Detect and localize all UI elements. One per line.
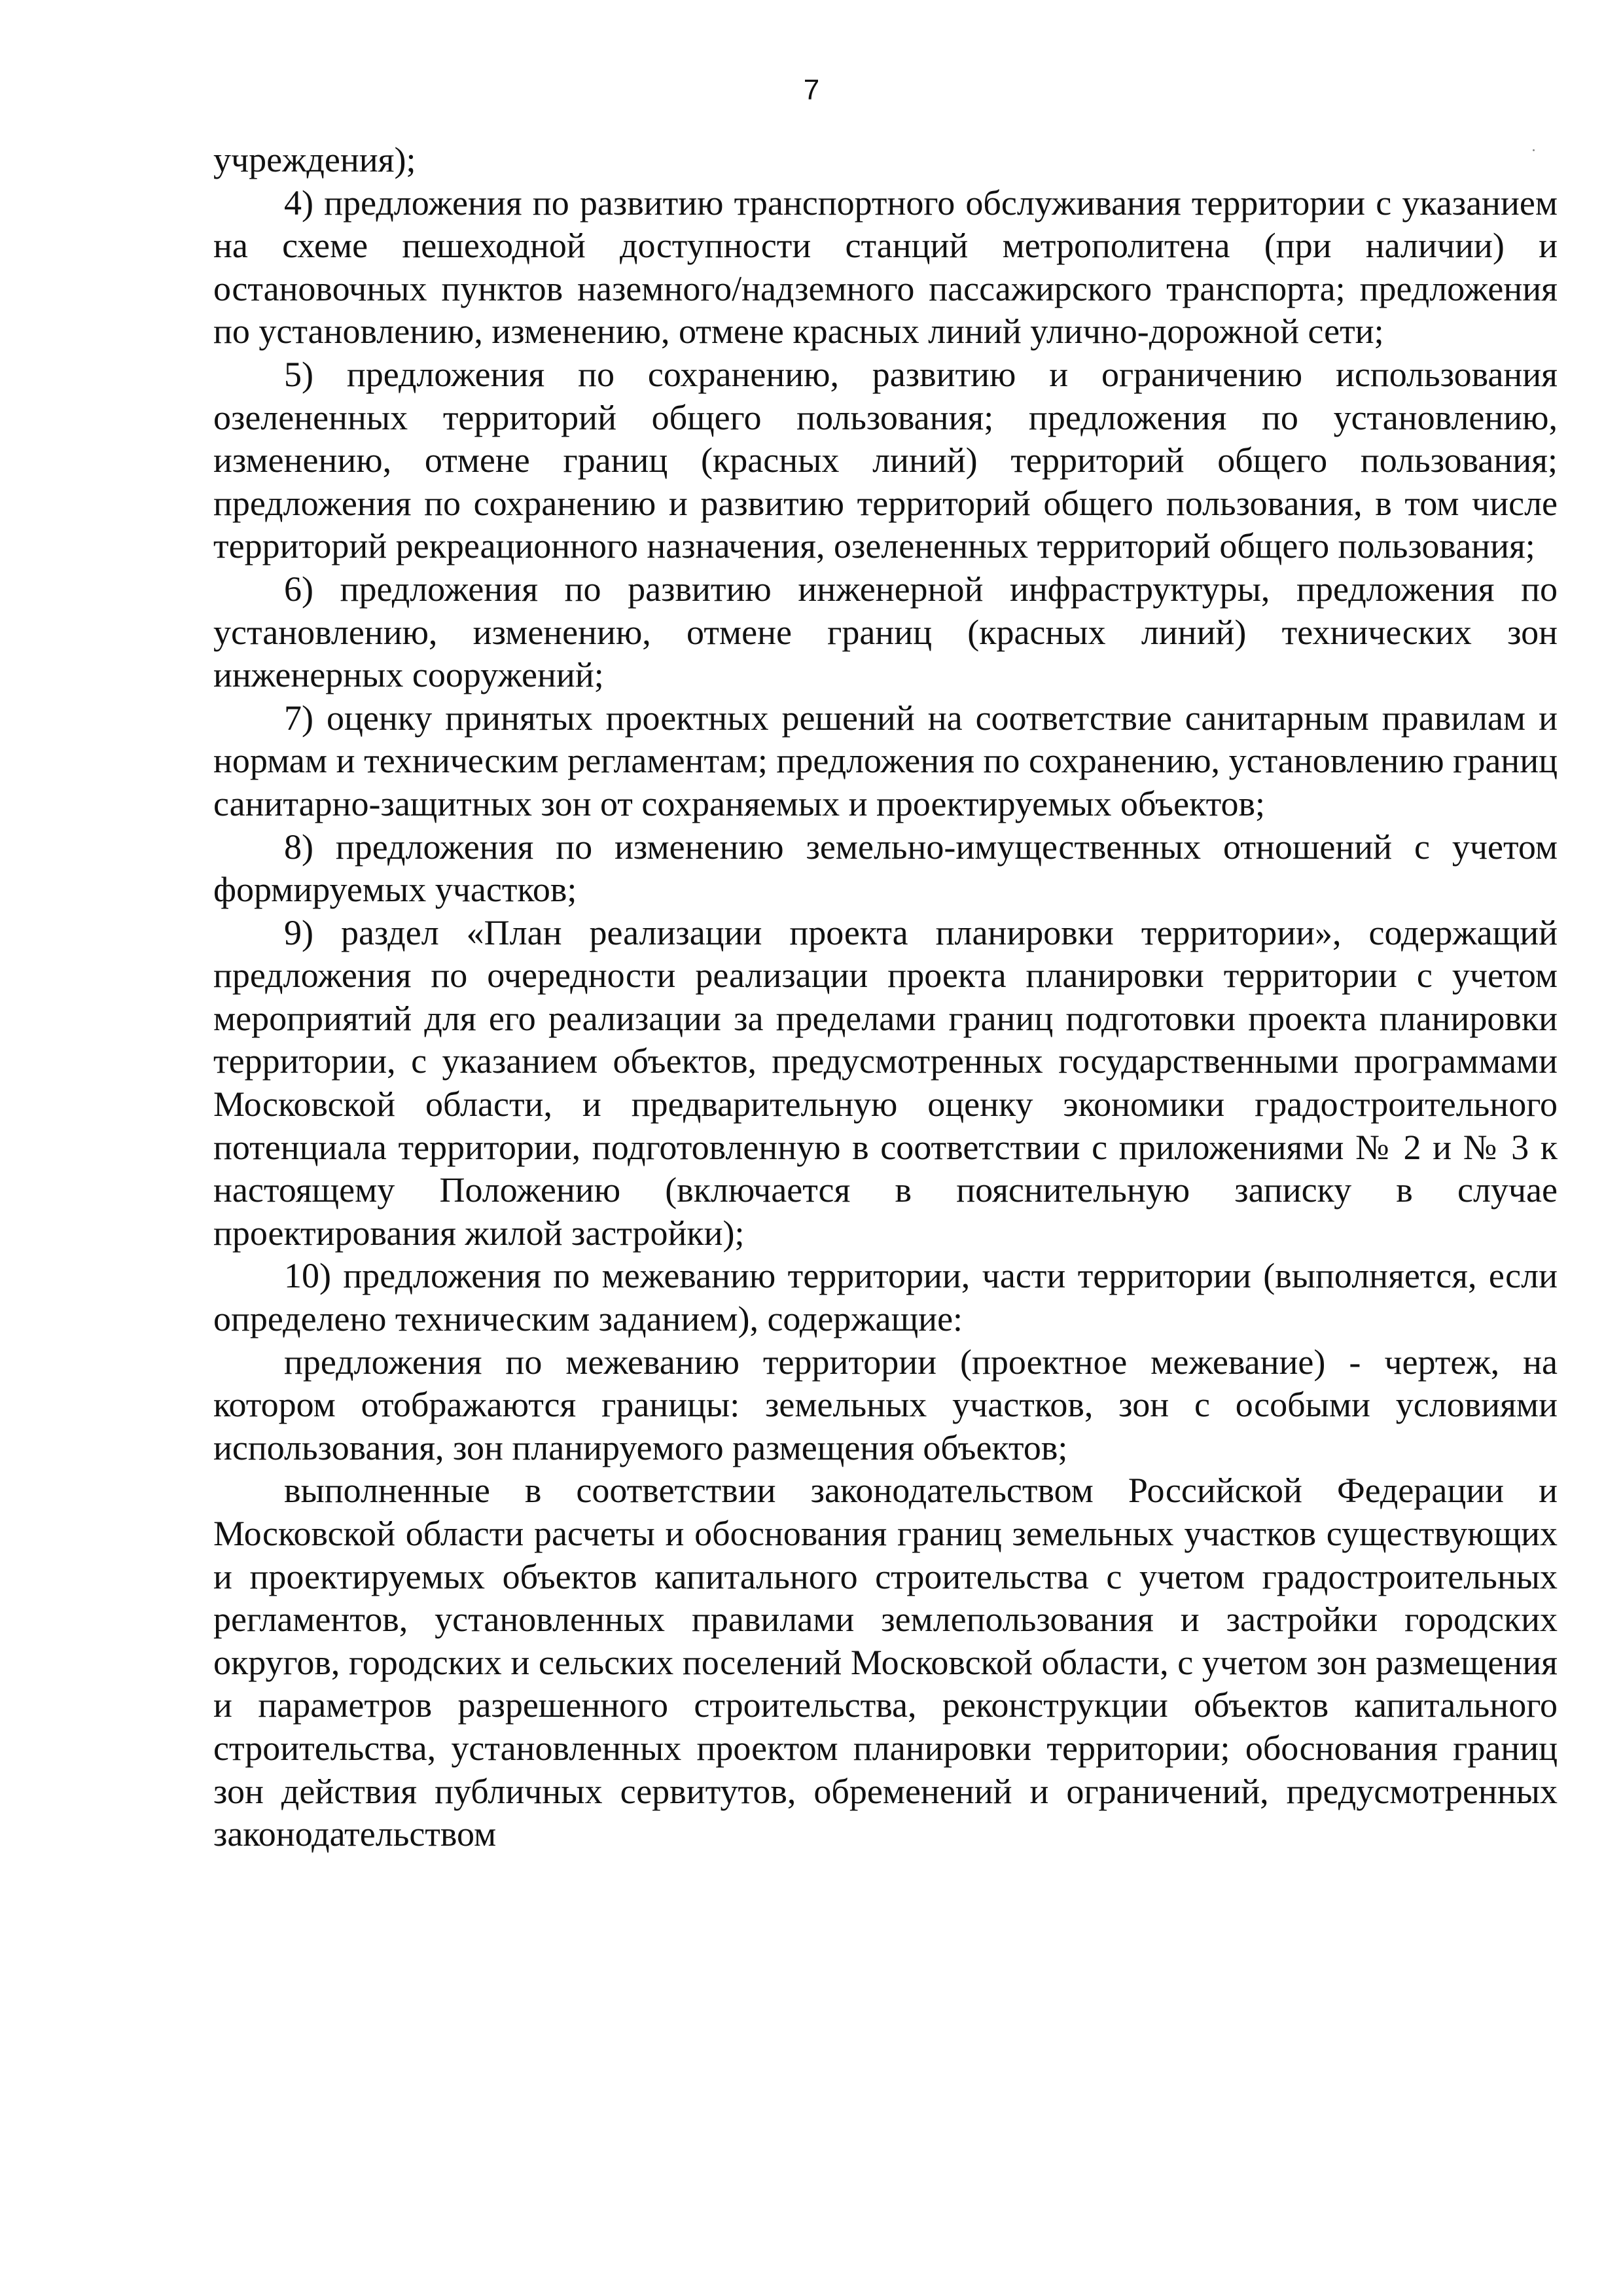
paragraph-continuation: учреждения);: [213, 140, 416, 179]
paragraph-item-5-green-areas: 5) предложения по сохранению, развитию и ограничению использования озелененных территорий общего пользования; предложения по установлению, изменению, отмене границ (красных линий) территорий общего пользования; предложения по сохранению и развитию территорий общего пользования, в том числе территорий рекреационного назначения, озелененных территорий общего пользования;: [213, 354, 1558, 566]
paragraph-item-10-land-surveying: 10) предложения по межеванию территории, части территории (выполняется, если определено техническим заданием), содержащие:: [213, 1256, 1558, 1339]
paragraph-surveying-drawing: предложения по межеванию территории (проектное межевание) - чертеж, на котором отображаются границы: земельных участков, зон с особыми условиями использования, зон планируемого размещения объектов;: [213, 1342, 1558, 1467]
page-number: 7: [803, 74, 820, 106]
paragraph-item-7-sanitary: 7) оценку принятых проектных решений на соответствие санитарным правилам и нормам и техническим регламентам; предложения по сохранению, установлению границ санитарно-защитных зон от сохраняемых и проектируемых объектов;: [213, 698, 1558, 823]
paragraph-item-9-implementation-plan: 9) раздел «План реализации проекта планировки территории», содержащий предложения по очередности реализации проекта планировки территории с учетом мероприятий для его реализации за пределами границ подготовки проекта планировки территории, с указанием объектов, предусмотренных государственными программами Московской области, и предварительную оценку экономики градостроительного потенциала территории, подготовленную в соответствии с приложениями № 2 и № 3 к настоящему Положению (включается в пояснительную записку в случае проектирования жилой застройки);: [213, 912, 1558, 1253]
paragraph-item-4-transport: 4) предложения по развитию транспортного обслуживания территории с указанием на схеме пешеходной доступности станций метрополитена (при наличии) и остановочных пунктов наземного/надземного пассажирского транспорта; предложения по установлению, изменению, отмене красных линий улично-дорожной сети;: [213, 183, 1558, 351]
document-body: [213, 139, 1558, 1856]
paragraph-item-6-engineering: 6) предложения по развитию инженерной инфраструктуры, предложения по установлению, изменению, отмене границ (красных линий) технических зон инженерных сооружений;: [213, 569, 1558, 695]
paragraph-calculations-justification: выполненные в соответствии законодательством Российской Федерации и Московской области расчеты и обоснования границ земельных участков существующих и проектируемых объектов капитального строительства с учетом градостроительных регламентов, установленных правилами землепользования и застройки городских округов, городских и сельских поселений Московской области, с учетом зон размещения и параметров разрешенного строительства, реконструкции объектов капитального строительства, установленных проектом планировки территории; обоснования границ зон действия публичных сервитутов, обременений и ограничений, предусмотренных законодательством: [213, 1471, 1558, 1854]
paragraph-item-8-land-relations: 8) предложения по изменению земельно-имущественных отношений с учетом формируемых участков;: [213, 827, 1558, 910]
